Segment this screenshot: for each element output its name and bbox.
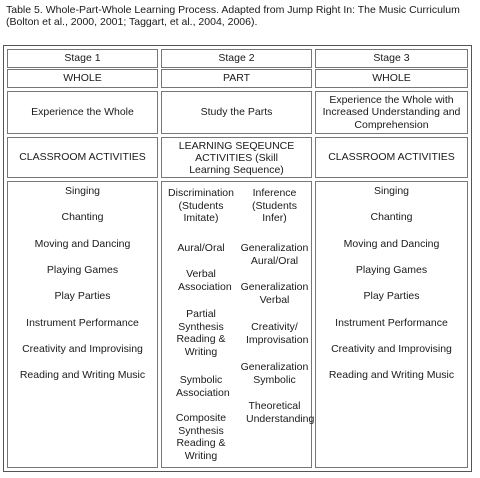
list-item: Singing <box>373 185 410 197</box>
table-caption: Table 5. Whole-Part-Whole Learning Process. Adapted from Jump Right In: The Music Curriculum (Bolton et al., 2000, 2001; Taggart, et al., 2004, 2006). <box>6 4 460 28</box>
list-item: Chanting <box>370 211 413 223</box>
discrimination-item: Aural/Oral <box>177 242 225 254</box>
stage-2-description: Study the Parts <box>161 91 312 134</box>
list-item: Play Parties <box>54 290 111 302</box>
stage-1-activity-list <box>7 181 158 468</box>
stage-2-activity-list <box>161 181 315 468</box>
stage-3-description: Experience the Whole with Increased Understanding and Comprehension <box>315 91 468 134</box>
list-item: Instrument Performance <box>335 317 448 329</box>
stage-2-activities-heading: LEARNING SEQEUNCE ACTIVITIES (Skill Learning Sequence) <box>161 137 312 178</box>
list-item: Singing <box>64 185 101 197</box>
inference-item: Creativity/ Improvisation <box>246 321 309 346</box>
list-item: Chanting <box>61 211 104 223</box>
inference-item: Generalization Verbal <box>240 281 309 306</box>
list-item: Playing Games <box>355 264 428 276</box>
discrimination-item: Symbolic Association <box>176 374 230 399</box>
list-item: Reading and Writing Music <box>19 369 146 381</box>
stage-2-phase: PART <box>161 69 312 88</box>
discrimination-item: Discrimination (Students Imitate) <box>168 187 234 224</box>
list-item: Playing Games <box>46 264 119 276</box>
stage-3-activity-list <box>315 181 468 468</box>
discrimination-item: Partial Synthesis Reading & Writing <box>176 308 226 358</box>
stage-1-phase: WHOLE <box>7 69 158 88</box>
discrimination-item: Verbal Association <box>178 268 232 293</box>
list-item: Creativity and Improvising <box>331 343 452 355</box>
discrimination-item: Composite Synthesis Reading & Writing <box>175 412 227 462</box>
inference-item: Generalization Symbolic <box>240 361 309 386</box>
stage-1-activities-heading: CLASSROOM ACTIVITIES <box>7 137 158 178</box>
list-item: Play Parties <box>363 290 420 302</box>
stage-3-phase: WHOLE <box>315 69 468 88</box>
stage-2-header: Stage 2 <box>161 49 312 68</box>
list-item: Moving and Dancing <box>34 238 131 250</box>
stage-1-header: Stage 1 <box>7 49 158 68</box>
inference-item: Generalization Aural/Oral <box>240 242 309 267</box>
inference-item: Inference (Students Infer) <box>252 187 297 224</box>
stage-3-header: Stage 3 <box>315 49 468 68</box>
list-item: Instrument Performance <box>26 317 139 329</box>
stage-1-description: Experience the Whole <box>7 91 158 134</box>
stage-3-activities-heading: CLASSROOM ACTIVITIES <box>315 137 468 178</box>
list-item: Creativity and Improvising <box>22 343 143 355</box>
list-item: Moving and Dancing <box>343 238 440 250</box>
inference-item: Theoretical Understanding <box>246 400 315 425</box>
list-item: Reading and Writing Music <box>328 369 455 381</box>
